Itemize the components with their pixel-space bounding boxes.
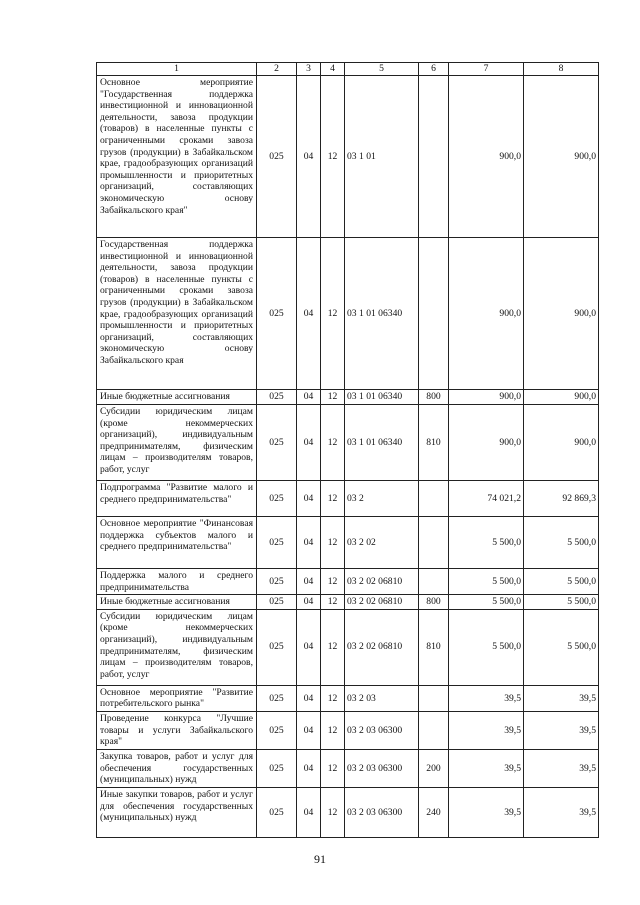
table-row (97, 595, 599, 610)
col-target-code: 03 1 01 (345, 76, 419, 238)
col-target-code: 03 2 02 06810 (345, 595, 419, 610)
col-target-code: 03 2 03 06300 (345, 787, 419, 837)
col-target-code: 03 2 02 (345, 517, 419, 569)
col-expense-type: 810 (419, 405, 449, 481)
header-row (97, 63, 599, 76)
col-amount-2: 39,5 (524, 787, 599, 837)
col-amount-2: 39,5 (524, 711, 599, 749)
table-row (97, 405, 599, 481)
header-col-8: 8 (524, 63, 599, 76)
col-expense-type: 240 (419, 787, 449, 837)
row-name: Подпрограмма "Развитие малого и среднего предпринимательства" (97, 481, 257, 517)
col-subsection: 12 (321, 517, 345, 569)
col-amount-1: 900,0 (449, 76, 524, 238)
col-section: 04 (297, 390, 321, 405)
col-amount-1: 900,0 (449, 405, 524, 481)
col-section: 04 (297, 405, 321, 481)
col-expense-type (419, 481, 449, 517)
col-amount-2: 900,0 (524, 76, 599, 238)
col-section: 04 (297, 711, 321, 749)
col-amount-1: 39,5 (449, 711, 524, 749)
row-name: Поддержка малого и среднего предпринимательства (97, 569, 257, 595)
col-subsection: 12 (321, 238, 345, 390)
col-expense-type (419, 711, 449, 749)
col-section: 04 (297, 238, 321, 390)
table-row (97, 76, 599, 238)
col-expense-type (419, 569, 449, 595)
table-row (97, 749, 599, 787)
row-name: Иные закупки товаров, работ и услуг для обеспечения государственных (муниципальных) нужд (97, 787, 257, 837)
col-ministry: 025 (257, 569, 297, 595)
row-name: Иные бюджетные ассигнования (97, 595, 257, 610)
col-subsection: 12 (321, 569, 345, 595)
col-subsection: 12 (321, 76, 345, 238)
table-row (97, 711, 599, 749)
col-subsection: 12 (321, 711, 345, 749)
row-name: Иные бюджетные ассигнования (97, 390, 257, 405)
col-ministry: 025 (257, 711, 297, 749)
col-expense-type (419, 238, 449, 390)
col-subsection: 12 (321, 749, 345, 787)
col-amount-1: 5 500,0 (449, 517, 524, 569)
col-amount-1: 5 500,0 (449, 609, 524, 685)
table-row (97, 787, 599, 837)
col-section: 04 (297, 517, 321, 569)
col-subsection: 12 (321, 481, 345, 517)
budget-table (96, 62, 599, 838)
col-ministry: 025 (257, 787, 297, 837)
col-subsection: 12 (321, 787, 345, 837)
header-col-2: 2 (257, 63, 297, 76)
col-amount-2: 900,0 (524, 390, 599, 405)
col-target-code: 03 2 02 06810 (345, 569, 419, 595)
col-section: 04 (297, 569, 321, 595)
row-name: Проведение конкурса "Лучшие товары и услуги Забайкальского края" (97, 711, 257, 749)
row-name: Основное мероприятие "Финансовая поддержка субъектов малого и среднего предпринимательства" (97, 517, 257, 569)
col-section: 04 (297, 685, 321, 711)
table-row (97, 517, 599, 569)
col-amount-1: 74 021,2 (449, 481, 524, 517)
col-expense-type (419, 685, 449, 711)
col-ministry: 025 (257, 390, 297, 405)
col-amount-2: 5 500,0 (524, 595, 599, 610)
col-expense-type (419, 517, 449, 569)
col-expense-type: 810 (419, 609, 449, 685)
col-subsection: 12 (321, 685, 345, 711)
col-subsection: 12 (321, 595, 345, 610)
col-ministry: 025 (257, 238, 297, 390)
col-ministry: 025 (257, 405, 297, 481)
col-amount-2: 39,5 (524, 749, 599, 787)
col-ministry: 025 (257, 595, 297, 610)
col-section: 04 (297, 76, 321, 238)
row-name: Закупка товаров, работ и услуг для обеспечения государственных (муниципальных) нужд (97, 749, 257, 787)
col-target-code: 03 1 01 06340 (345, 405, 419, 481)
col-subsection: 12 (321, 609, 345, 685)
col-amount-1: 5 500,0 (449, 569, 524, 595)
header-col-6: 6 (419, 63, 449, 76)
col-amount-1: 900,0 (449, 238, 524, 390)
col-amount-1: 5 500,0 (449, 595, 524, 610)
col-target-code: 03 2 03 (345, 685, 419, 711)
col-amount-1: 39,5 (449, 787, 524, 837)
col-subsection: 12 (321, 390, 345, 405)
page-number: 91 (314, 852, 326, 866)
col-ministry: 025 (257, 517, 297, 569)
col-section: 04 (297, 481, 321, 517)
table-row (97, 390, 599, 405)
col-amount-2: 39,5 (524, 685, 599, 711)
col-target-code: 03 1 01 06340 (345, 238, 419, 390)
col-ministry: 025 (257, 685, 297, 711)
col-target-code: 03 2 03 06300 (345, 749, 419, 787)
col-subsection: 12 (321, 405, 345, 481)
row-name: Субсидии юридическим лицам (кроме некоммерческих организаций), индивидуальным предпринимателям, физическим лицам – производителям товаров, работ, услуг (97, 609, 257, 685)
col-ministry: 025 (257, 76, 297, 238)
col-target-code: 03 2 02 06810 (345, 609, 419, 685)
col-expense-type: 200 (419, 749, 449, 787)
table-row (97, 238, 599, 390)
col-amount-2: 900,0 (524, 238, 599, 390)
col-expense-type: 800 (419, 390, 449, 405)
header-col-5: 5 (345, 63, 419, 76)
col-section: 04 (297, 609, 321, 685)
col-ministry: 025 (257, 749, 297, 787)
col-target-code: 03 2 03 06300 (345, 711, 419, 749)
table-row (97, 685, 599, 711)
col-section: 04 (297, 787, 321, 837)
row-name: Основное мероприятие "Развитие потребительского рынка" (97, 685, 257, 711)
col-amount-2: 5 500,0 (524, 569, 599, 595)
col-section: 04 (297, 595, 321, 610)
col-amount-1: 39,5 (449, 749, 524, 787)
table-row (97, 569, 599, 595)
col-ministry: 025 (257, 481, 297, 517)
col-amount-2: 92 869,3 (524, 481, 599, 517)
col-amount-2: 5 500,0 (524, 609, 599, 685)
row-name: Государственная поддержка инвестиционной и инновационной деятельности, завоза продукции (товаров) в населенные пункты с ограниченными сроками завоза грузов (продукции) в Забайкальском крае, градообразующих организаций промышленности и приоритетных организаций, составляющих экономическую основу Забайкальского края (97, 238, 257, 390)
table-row (97, 481, 599, 517)
row-name: Субсидии юридическим лицам (кроме некоммерческих организаций), индивидуальным предпринимателям, физическим лицам – производителям товаров, работ, услуг (97, 405, 257, 481)
col-target-code: 03 2 (345, 481, 419, 517)
header-col-7: 7 (449, 63, 524, 76)
header-col-1: 1 (97, 63, 257, 76)
table-row (97, 609, 599, 685)
header-col-3: 3 (297, 63, 321, 76)
col-amount-1: 900,0 (449, 390, 524, 405)
col-expense-type: 800 (419, 595, 449, 610)
col-ministry: 025 (257, 609, 297, 685)
row-name: Основное мероприятие "Государственная поддержка инвестиционной и инновационной деятельности, завоза продукции (товаров) в населенные пункты с ограниченными сроками завоза грузов (продукции) в Забайкальском крае, градообразующих организаций промышленности и приоритетных организаций, составляющих экономическую основу Забайкальского края" (97, 76, 257, 238)
col-amount-2: 900,0 (524, 405, 599, 481)
col-section: 04 (297, 749, 321, 787)
header-col-4: 4 (321, 63, 345, 76)
col-expense-type (419, 76, 449, 238)
col-target-code: 03 1 01 06340 (345, 390, 419, 405)
col-amount-2: 5 500,0 (524, 517, 599, 569)
col-amount-1: 39,5 (449, 685, 524, 711)
